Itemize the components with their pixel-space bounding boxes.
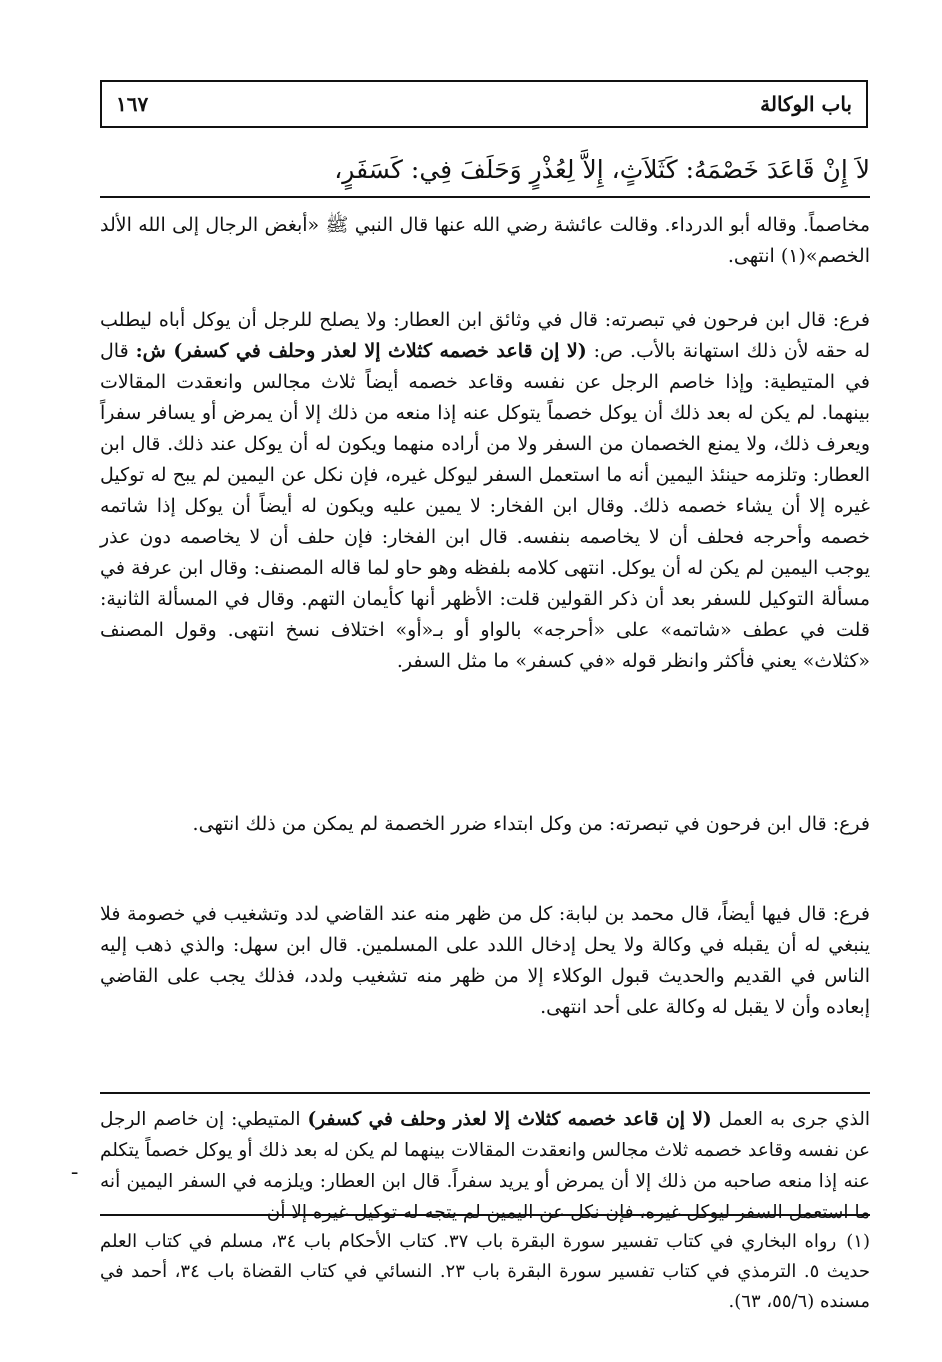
running-header [100,80,868,128]
paragraph-2-bold-matn: (لا إن قاعد خصمه كثلاث إلا لعذر وحلف في كسفر) ش: [135,340,587,362]
paragraph-3-text: فرع: قال ابن فرحون في تبصرته: من وكل ابتداء ضرر الخصمة لم يمكن من ذلك انتهى. [192,813,870,835]
matn-separator [100,196,870,198]
commentary-separator [100,1092,870,1094]
paragraph-2-text [100,305,870,677]
footnote-number: (١) [846,1231,870,1252]
page-number: ١٦٧ [116,92,149,116]
paragraph-1 [100,210,870,272]
chapter-title: باب الوكالة [760,92,852,116]
footnote-text: رواه البخاري في كتاب تفسير سورة البقرة باب ٣٧. كتاب الأحكام باب ٣٤، مسلم في كتاب العلم حديث ٥. الترمذي في كتاب تفسير سورة البقرة باب ٢٣. النسائي في كتاب القضاة باب ٣٤، أحمد في مسنده (٥٥/٦، ٦٣). [100,1231,870,1312]
footnote-separator [100,1214,870,1216]
paragraph-4-text: فرع: قال فيها أيضاً، قال محمد بن لبابة: كل من ظهر منه عند القاضي لدد وتشغيب في خصومة فلا ينبغي له أن يقبله في وكالة ولا يحل إدخال اللدد على المسلمين. قال ابن سهل: والذي ذهب إليه الناس في القديم والحديث قبول الوكلاء إلا من ظهر منه تشغيب ولدد، فذلك يجب على القاضي إبعاده وأن لا يقبل له وكالة على أحد انتهى. [100,903,870,1018]
paragraph-1-text: مخاصماً. وقاله أبو الدرداء. وقالت عائشة رضي الله عنها قال النبي ﷺ «أبغض الرجال إلى الله الألد الخصم»(١) انتهى. [100,214,870,267]
paragraph-2-part-2: قال في المتيطية: وإذا خاصم الرجل عن نفسه وقاعد خصمه أيضاً ثلاث مجالس وانعقدت المقالات بينهما. لم يكن له بعد ذلك أن يوكل خصماً يتوكل عنه إذا منعه من ذلك إلا أن يمرض أو يسافر سفراً ويعرف ذلك، ولا يمنع الخصمان من السفر ولا من أراده منهما ويكون له أن يوكل عند ذلك. قال ابن العطار: وتلزمه حينئذ اليمين أنه ما استعمل السفر ليوكل غيره، فإن نكل عن اليمين لم يبح له توكيل غيره إلا أن يشاء خصمه ذلك. وقال ابن الفخار: لا يمين عليه ويكون له أيضاً أن يوكل إذا شاتمه خصمه وأحرجه فحلف أن لا يخاصمه بنفسه. قال ابن الفخار: فإن حلف أن لا يخاصمه دون عذر يوجب اليمين لم يكن له أن يوكل. انتهى كلامه بلفظه وهو حاو لما قاله المصنف: وقال ابن عرفة في مسألة التوكيل للسفر بعد أن ذكر القولين قلت: الأظهر أنها كأيمان التهم. وقال في المسألة الثانية: قلت في عطف «شاتمه» على «أحرجه» بالواو أو بـ«أو» اختلاف نسخ انتهى. وقول المصنف «كثلاث» يعني فأكثر وانظر قوله «في كسفر» ما مثل السفر. [100,340,870,672]
paragraph-3 [100,809,870,840]
page [72,72,871,1342]
matn-line: لاَ إِنْ قَاعَدَ خَصْمَهُ: كَثَلاَثٍ، إِلاَّ لِعُذْرٍ وَحَلَفَ فِي: كَسَفَرٍ، [334,155,870,184]
paragraph-2-part-1: فرع: قال ابن فرحون في تبصرته: قال في وثائق ابن العطار: ولا يصلح للرجل أن يوكل أباه ليطلب له حقه لأن ذلك استهانة بالأب. ص: [100,309,871,362]
commentary-text [100,1104,870,1228]
commentary-part-2: المتيطي: إن خاصم الرجل عن نفسه وقاعد خصمه ثلاث مجالس وانعقدت المقالات بينهما لم يكن له بعد ذلك أو يوكل خصماً يتكلم عنه إذا منعه صاحبه من ذلك إلا أن يمرض أو يريد سفراً. قال ابن العطار: ويلزمه في السفر اليمين أنه ما استعمل السفر ليوكل غيره، فإن نكل عن اليمين لم يتجه له توكيل غيره إلا أن [100,1109,870,1223]
commentary-part-1: الذي جرى به العمل [711,1109,870,1130]
paragraph-4 [100,899,870,1023]
paragraph-2 [100,305,870,677]
margin-mark: ـ [72,1158,78,1179]
footnote [100,1227,870,1317]
commentary [100,1104,870,1228]
commentary-bold-matn: (لا إن قاعد خصمه كثلاث إلا لعذر وحلف في كسفر) [307,1109,712,1130]
